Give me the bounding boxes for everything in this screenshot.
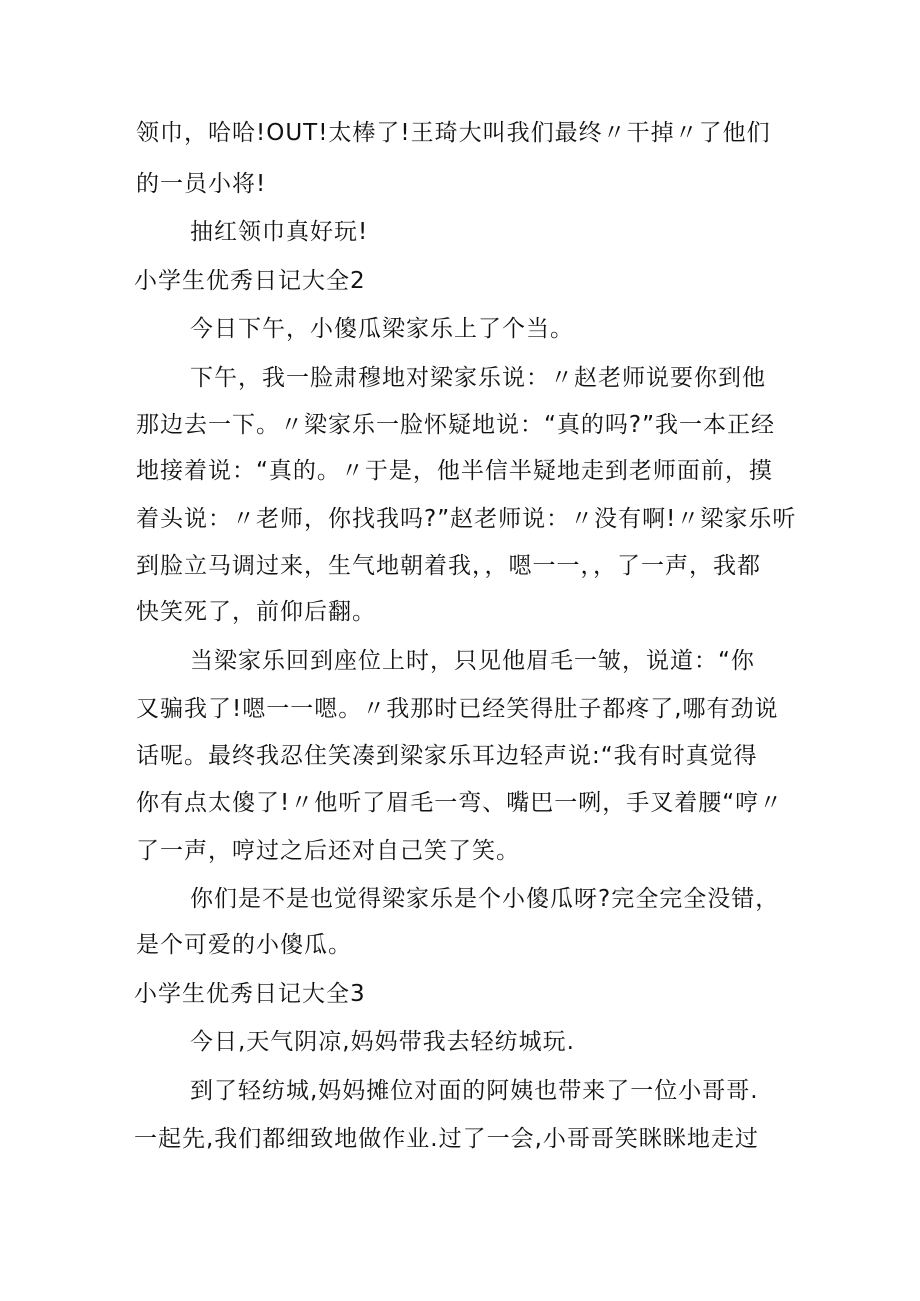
text-line: 一起先,我们都细致地做作业.过了一会,小哥哥笑眯眯地走过 <box>134 1126 759 1152</box>
section-heading: 小学生优秀日记大全3 <box>134 981 366 1007</box>
text-line: 到脸立马调过来，生气地朝着我，，嗯一一，，了一声，我都 <box>136 553 761 579</box>
text-line: 领巾，哈哈!OUT!太棒了!王琦大叫我们最终〃干掉〃了他们 <box>136 120 771 146</box>
text-line: 是个可爱的小傻瓜。 <box>136 932 352 958</box>
text-line: 快笑死了，前仰后翻。 <box>136 599 376 625</box>
text-line: 着头说：〃老师，你找我吗?”赵老师说：〃没有啊!〃梁家乐听 <box>136 506 797 532</box>
text-line: 的一员小将! <box>136 171 267 197</box>
section-heading: 小学生优秀日记大全2 <box>134 268 366 294</box>
text-line: 地接着说：“真的。〃于是，他半信半疑地走到老师面前，摸 <box>136 458 773 484</box>
text-line: 你们是不是也觉得梁家乐是个小傻瓜呀?完全完全没错， <box>190 886 780 912</box>
text-line: 今日,天气阴凉,妈妈带我去轻纺城玩. <box>190 1029 575 1055</box>
text-line: 话呢。最终我忍住笑凑到梁家乐耳边轻声说:“我有时真觉得 <box>136 743 758 769</box>
text-line: 了一声，哼过之后还对自己笑了笑。 <box>136 838 520 864</box>
text-line: 抽红领巾真好玩! <box>190 219 369 245</box>
text-line: 当梁家乐回到座位上时，只见他眉毛一皱，说道：“你 <box>190 648 755 674</box>
text-line: 又骗我了!嗯一一嗯。〃我那时已经笑得肚子都疼了,哪有劲说 <box>136 696 779 722</box>
text-line: 你有点太傻了!〃他听了眉毛一弯、嘴巴一咧，手叉着腰“哼〃 <box>136 790 784 816</box>
text-line: 那边去一下。〃梁家乐一脸怀疑地说：“真的吗?”我一本正经 <box>136 412 776 438</box>
text-line: 到了轻纺城,妈妈摊位对面的阿姨也带来了一位小哥哥. <box>190 1078 759 1104</box>
text-line: 今日下午，小傻瓜梁家乐上了个当。 <box>190 316 574 342</box>
text-line: 下午，我一脸肃穆地对梁家乐说：〃赵老师说要你到他 <box>190 365 766 391</box>
